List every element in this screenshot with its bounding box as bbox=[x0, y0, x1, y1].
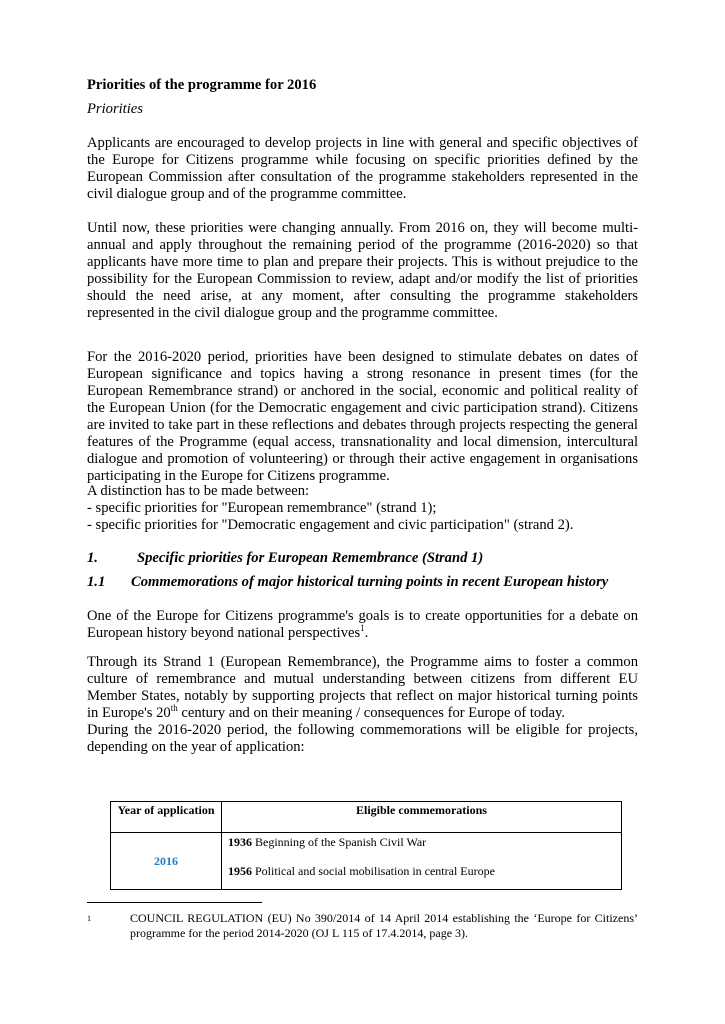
section-number: 1.1 bbox=[87, 574, 106, 590]
paragraph-3: For the 2016-2020 period, priorities have been designed to stimulate debates on dates of European significance and topics having a strong resonance in present times (for the European Remembrance strand) or anchored in the social, economic and political reality of the European Union (for the Democratic engagement and civic participation strand). Citizens are invited to take part in these reflections and debates through projects respecting the general features of the Programme (equal access, transnationality and local dimension, intercultural dialogue and promotion of volunteering) or through their active engagement in organisations participating in the Europe for Citizens programme. bbox=[87, 349, 638, 484]
event-year: 1936 bbox=[228, 835, 252, 849]
footnote-ref[interactable]: 1 bbox=[360, 623, 365, 634]
list-item: - specific priorities for "Democratic engagement and civic participation" (strand 2). bbox=[87, 517, 574, 533]
footnote-divider bbox=[87, 902, 262, 903]
section-heading-1-1 bbox=[87, 574, 647, 591]
text: . bbox=[364, 625, 369, 641]
footnote-mark: 1 bbox=[87, 914, 91, 923]
text: century and on their meaning / consequences for Europe of today. bbox=[177, 705, 565, 721]
header-year: Year of application bbox=[111, 802, 222, 833]
year-cell: 2016 bbox=[111, 833, 222, 890]
commemorations-table bbox=[110, 801, 622, 890]
section-title: Commemorations of major historical turning points in recent European history bbox=[131, 574, 609, 590]
event-text: Political and social mobilisation in central Europe bbox=[252, 864, 495, 878]
superscript: th bbox=[170, 703, 178, 714]
event-year: 1956 bbox=[228, 864, 252, 878]
subtitle: Priorities bbox=[87, 101, 143, 117]
doc-title: Priorities of the programme for 2016 bbox=[87, 77, 317, 93]
footnote-text: COUNCIL REGULATION (EU) No 390/2014 of 14 April 2014 establishing the ‘Europe for Citizens’ programme for the period 2014-2020 (OJ L 115 of 17.4.2014, page 3). bbox=[130, 911, 638, 940]
table-row bbox=[111, 833, 622, 890]
paragraph-5 bbox=[87, 654, 638, 722]
section-number: 1. bbox=[87, 550, 98, 566]
paragraph-4 bbox=[87, 608, 638, 642]
paragraph-1: Applicants are encouraged to develop projects in line with general and specific objectives of the Europe for Citizens programme while focusing on specific priorities defined by the European Commission after consultation of the programme stakeholders represented in the civil dialogue group and of the programme committee. bbox=[87, 135, 638, 202]
list-item: - specific priorities for "European remembrance" (strand 1); bbox=[87, 500, 437, 516]
footnote bbox=[87, 911, 638, 941]
section-title: Specific priorities for European Remembrance (Strand 1) bbox=[137, 550, 484, 566]
text: Through its Strand 1 (European Remembrance), the Programme aims to foster a common culture of remembrance and mutual understanding between citizens from different EU Member States, notably by supporting projects that reflect on major historical turning points in Europe's 20 bbox=[87, 654, 638, 721]
distinction-intro: A distinction has to be made between: bbox=[87, 483, 310, 499]
distinction-list bbox=[87, 483, 638, 534]
paragraph-6: During the 2016-2020 period, the following commemorations will be eligible for projects, depending on the year of application: bbox=[87, 722, 638, 755]
text: One of the Europe for Citizens programme's goals is to create opportunities for a debate on European history beyond national perspectives bbox=[87, 608, 638, 641]
section-heading-1 bbox=[87, 550, 638, 567]
events-cell bbox=[222, 833, 622, 890]
header-commemorations: Eligible commemorations bbox=[222, 802, 622, 833]
event bbox=[228, 864, 615, 879]
event bbox=[228, 835, 615, 850]
paragraph-2: Until now, these priorities were changing annually. From 2016 on, they will become multi-annual and apply throughout the remaining period of the programme (2016-2020) so that applicants have more time to plan and prepare their projects. This is without prejudice to the possibility for the European Commission to review, adapt and/or modify the list of priorities should the need arise, at any moment, after consulting the programme stakeholders represented in the civil dialogue group and the programme committee. bbox=[87, 220, 638, 321]
event-text: Beginning of the Spanish Civil War bbox=[252, 835, 427, 849]
